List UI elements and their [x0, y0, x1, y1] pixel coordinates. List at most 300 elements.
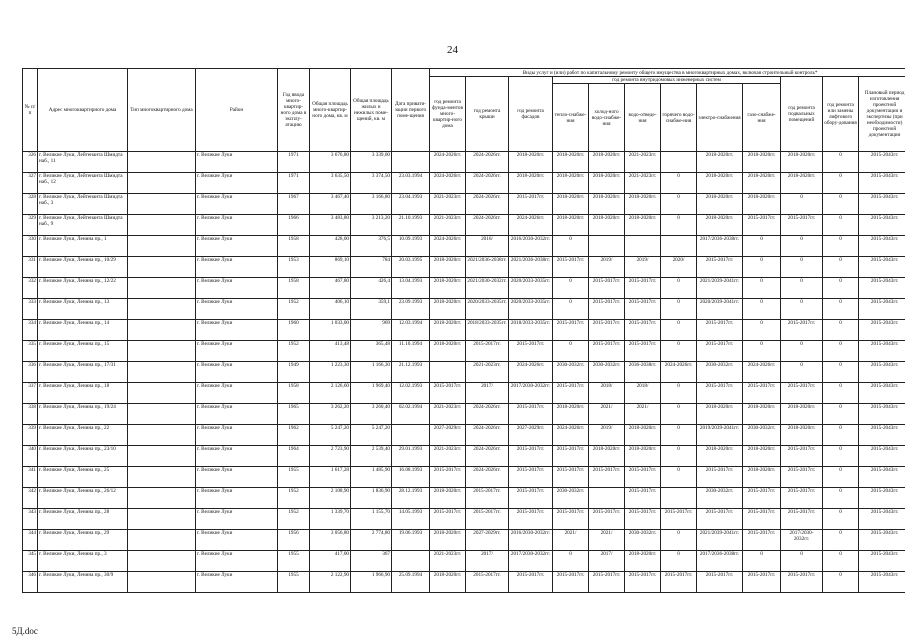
cell-plan: 2015-2043гг.: [859, 404, 905, 425]
cell-fund: 2015-2017гг.: [430, 509, 466, 530]
cell-heat: 2018-2020гг.: [553, 194, 589, 215]
table-row: [23, 173, 905, 194]
cell-gas: 0: [743, 278, 781, 299]
cell-facade: 2017/2030-2032гг.: [509, 551, 553, 572]
header-cold-water: холод-ного водо-снабже-ния: [589, 84, 625, 152]
header-lift: год ремонта или замены лифтового обору-дования: [823, 77, 859, 152]
cell-base: 0: [781, 341, 823, 362]
cell-living: 3 339,00: [351, 152, 392, 173]
cell-roof: 2024-2026гг.: [466, 215, 509, 236]
cell-type: [128, 362, 196, 383]
cell-gas: 0: [743, 257, 781, 278]
cell-priv: [392, 152, 430, 173]
cell-hot: 0: [661, 404, 697, 425]
cell-dist: г. Великие Луки: [196, 530, 278, 551]
cell-base: 2018-2020гг.: [781, 425, 823, 446]
cell-dist: г. Великие Луки: [196, 383, 278, 404]
cell-addr: г. Великие Луки, Ленина пр., 17/31: [38, 362, 128, 383]
cell-year: 1965: [278, 404, 310, 425]
cell-elec: 2015-2017гг.: [697, 383, 743, 404]
cell-lift: 0: [823, 572, 859, 593]
cell-plan: 2015-2043гг.: [859, 425, 905, 446]
table-row: [23, 257, 905, 278]
cell-gas: 2018-2020гг.: [743, 446, 781, 467]
cell-hot: 0: [661, 173, 697, 194]
cell-year: 1958: [278, 236, 310, 257]
cell-dist: г. Великие Луки: [196, 551, 278, 572]
table-row: [23, 551, 905, 572]
cell-heat: 2015-2017гг.: [553, 257, 589, 278]
table-row: [23, 320, 905, 341]
cell-plan: 2015-2043гг.: [859, 572, 905, 593]
cell-living: 2 539,40: [351, 446, 392, 467]
cell-addr: г. Великие Луки, Ленина пр., 28: [38, 509, 128, 530]
cell-plan: 2015-2043гг.: [859, 299, 905, 320]
cell-priv: 25.09.1994: [392, 572, 430, 593]
cell-n: 343: [23, 509, 38, 530]
cell-living: 1 166,30: [351, 362, 392, 383]
header-basement: год ремонта подвальных помещений: [781, 77, 823, 152]
cell-fund: 2018-2020гг.: [430, 299, 466, 320]
cell-elec: 2018-2020гг.: [697, 152, 743, 173]
cell-priv: [392, 425, 430, 446]
cell-cold: 2018-2020гг.: [589, 194, 625, 215]
cell-fund: 2018-2020гг.: [430, 530, 466, 551]
table-row: [23, 467, 905, 488]
cell-year: 1971: [278, 152, 310, 173]
table-row: [23, 194, 905, 215]
cell-heat: 2015-2017гг.: [553, 446, 589, 467]
cell-elec: 2017/2036-2038гг.: [697, 236, 743, 257]
cell-addr: г. Великие Луки, Ленина пр., 3: [38, 551, 128, 572]
cell-fund: 2018-2020гг.: [430, 320, 466, 341]
cell-sewer: 2018-2020гг.: [625, 425, 661, 446]
cell-living: 1 485,90: [351, 467, 392, 488]
cell-roof: 2024-2026гг.: [466, 404, 509, 425]
cell-cold: 2018-2020гг.: [589, 446, 625, 467]
cell-fund: 2024-2026гг.: [430, 152, 466, 173]
cell-year: 1955: [278, 467, 310, 488]
cell-gas: 2015-2017гг.: [743, 509, 781, 530]
cell-n: 344: [23, 530, 38, 551]
cell-sewer: 2018/: [625, 383, 661, 404]
cell-total: 5 247,20: [310, 425, 351, 446]
cell-cold: 2015-2017гг.: [589, 341, 625, 362]
cell-facade: 2021/2036-2038гг.: [509, 257, 553, 278]
cell-roof: 2021/2036-2038гг.: [466, 257, 509, 278]
capital-repair-table: [22, 68, 905, 593]
cell-total: 2 108,90: [310, 488, 351, 509]
cell-year: 1952: [278, 341, 310, 362]
cell-fund: 2024-2026гг.: [430, 236, 466, 257]
cell-facade: 2015-2017гг.: [509, 194, 553, 215]
cell-year: 1967: [278, 194, 310, 215]
cell-gas: 2018-2020гг.: [743, 404, 781, 425]
cell-roof: 2017/: [466, 383, 509, 404]
cell-n: 328: [23, 194, 38, 215]
cell-type: [128, 530, 196, 551]
cell-addr: г. Великие Луки, Ленина пр., 13: [38, 299, 128, 320]
table-row: [23, 404, 905, 425]
cell-base: 2015-2017гг.: [781, 446, 823, 467]
cell-cold: 2015-2017гг.: [589, 509, 625, 530]
cell-plan: 2015-2043гг.: [859, 446, 905, 467]
cell-year: 1952: [278, 509, 310, 530]
cell-hot: 0: [661, 467, 697, 488]
cell-living: 1 836,90: [351, 488, 392, 509]
cell-gas: 2015-2017гг.: [743, 572, 781, 593]
cell-total: 3 483,80: [310, 215, 351, 236]
cell-year: 1958: [278, 278, 310, 299]
cell-facade: 2017/2030-2032гг.: [509, 383, 553, 404]
cell-base: 0: [781, 299, 823, 320]
cell-facade: 2015-2017гг.: [509, 572, 553, 593]
cell-heat: 2015-2017гг.: [553, 509, 589, 530]
table-body: [23, 152, 905, 593]
cell-type: [128, 299, 196, 320]
cell-n: 336: [23, 362, 38, 383]
cell-plan: 2015-2043гг.: [859, 509, 905, 530]
cell-heat: 0: [553, 299, 589, 320]
cell-fund: [430, 362, 466, 383]
cell-gas: 2015-2017гг.: [743, 488, 781, 509]
cell-roof: 2024-2026гг.: [466, 425, 509, 446]
cell-dist: г. Великие Луки: [196, 488, 278, 509]
cell-year: 1952: [278, 488, 310, 509]
header-address: Адрес многоквартирного дома: [38, 69, 128, 152]
cell-plan: 2015-2043гг.: [859, 257, 905, 278]
cell-plan: 2015-2043гг.: [859, 488, 905, 509]
cell-total: 3 467,40: [310, 194, 351, 215]
cell-elec: 2015-2017гг.: [697, 257, 743, 278]
cell-year: 1966: [278, 215, 310, 236]
cell-facade: 2015-2017гг.: [509, 446, 553, 467]
cell-addr: г. Великие Луки, Ленина пр., 1: [38, 236, 128, 257]
cell-hot: 0: [661, 278, 697, 299]
header-district: Район: [196, 69, 278, 152]
cell-total: 406,10: [310, 299, 351, 320]
cell-gas: 2018-2020гг.: [743, 152, 781, 173]
cell-total: 417,00: [310, 551, 351, 572]
cell-total: 3 262,20: [310, 404, 351, 425]
cell-facade: 2020/2033-2035гг.: [509, 278, 553, 299]
cell-n: 342: [23, 488, 38, 509]
cell-n: 330: [23, 236, 38, 257]
cell-cold: 2015-2017гг.: [589, 320, 625, 341]
cell-lift: 0: [823, 404, 859, 425]
cell-cold: [589, 488, 625, 509]
cell-total: 3 635,50: [310, 173, 351, 194]
cell-gas: 2024-2026гг.: [743, 362, 781, 383]
cell-total: 2 723,90: [310, 446, 351, 467]
cell-dist: г. Великие Луки: [196, 236, 278, 257]
cell-fund: 2021-2023гг.: [430, 215, 466, 236]
cell-year: 1956: [278, 530, 310, 551]
cell-hot: [661, 488, 697, 509]
cell-living: 376,5: [351, 236, 392, 257]
cell-elec: 2021/2039-2041гг.: [697, 278, 743, 299]
cell-lift: 0: [823, 341, 859, 362]
cell-gas: 2015-2017гг.: [743, 383, 781, 404]
cell-type: [128, 257, 196, 278]
cell-dist: г. Великие Луки: [196, 404, 278, 425]
cell-facade: 2027-2029гг.: [509, 425, 553, 446]
cell-base: 2015-2017гг.: [781, 488, 823, 509]
cell-cold: 2019/: [589, 425, 625, 446]
cell-year: 1955: [278, 551, 310, 572]
cell-heat: 2018-2020гг.: [553, 215, 589, 236]
cell-year: 1971: [278, 173, 310, 194]
cell-dist: г. Великие Луки: [196, 320, 278, 341]
cell-cold: 2018-2020гг.: [589, 215, 625, 236]
cell-total: 869,10: [310, 257, 351, 278]
cell-dist: г. Великие Луки: [196, 572, 278, 593]
cell-priv: 23.04.1993: [392, 194, 430, 215]
cell-type: [128, 572, 196, 593]
cell-base: 2018-2020гг.: [781, 173, 823, 194]
cell-addr: г. Великие Луки, Ленина пр., 14: [38, 320, 128, 341]
cell-lift: 0: [823, 425, 859, 446]
cell-lift: 0: [823, 299, 859, 320]
cell-cold: 2030-2032гг.: [589, 362, 625, 383]
cell-roof: 2015-2017гг.: [466, 572, 509, 593]
cell-n: 335: [23, 341, 38, 362]
cell-priv: [392, 551, 430, 572]
cell-addr: г. Великие Луки, Ленина пр., 23/10: [38, 446, 128, 467]
cell-facade: 2015-2017гг.: [509, 509, 553, 530]
cell-total: 3 676,80: [310, 152, 351, 173]
cell-elec: 2019/2039-2041гг.: [697, 425, 743, 446]
cell-heat: 2030-2032гг.: [553, 488, 589, 509]
cell-cold: 2017/: [589, 551, 625, 572]
table-row: [23, 152, 905, 173]
cell-roof: 2021/2030-2032гг.: [466, 278, 509, 299]
cell-fund: 2015-2017гг.: [430, 383, 466, 404]
cell-sewer: 2021-2023гг.: [625, 152, 661, 173]
cell-lift: 0: [823, 551, 859, 572]
cell-hot: 2015-2017гг.: [661, 572, 697, 593]
cell-dist: г. Великие Луки: [196, 194, 278, 215]
cell-lift: 0: [823, 530, 859, 551]
cell-dist: г. Великие Луки: [196, 215, 278, 236]
cell-dist: г. Великие Луки: [196, 173, 278, 194]
cell-base: 2015-2017гг.: [781, 572, 823, 593]
cell-priv: 29.01.1993: [392, 446, 430, 467]
cell-type: [128, 509, 196, 530]
header-sewer: водо-отведе-ния: [625, 84, 661, 152]
cell-fund: 2018-2020гг.: [430, 572, 466, 593]
cell-roof: 2024-2026гг.: [466, 446, 509, 467]
cell-base: 2015-2017гг.: [781, 383, 823, 404]
cell-plan: 2015-2043гг.: [859, 194, 905, 215]
cell-plan: 2015-2043гг.: [859, 551, 905, 572]
cell-addr: г. Великие Луки, Ленина пр., 26/12: [38, 488, 128, 509]
cell-hot: 0: [661, 341, 697, 362]
header-type: Тип многоквартирного дома: [128, 69, 196, 152]
header-systems-group: год ремонта внутридомовых инженерных систем: [553, 77, 781, 84]
cell-facade: 2024-2026гг.: [509, 215, 553, 236]
cell-dist: г. Великие Луки: [196, 341, 278, 362]
header-privatization: Дата привати-зации первого поме-щения: [392, 69, 430, 152]
cell-sewer: 2018-2020гг.: [625, 215, 661, 236]
cell-plan: 2015-2043гг.: [859, 278, 905, 299]
cell-n: 337: [23, 383, 38, 404]
cell-n: 340: [23, 446, 38, 467]
cell-type: [128, 446, 196, 467]
cell-total: 413,48: [310, 341, 351, 362]
cell-year: 1962: [278, 425, 310, 446]
cell-sewer: 2018-2020гг.: [625, 551, 661, 572]
cell-roof: 2015-2017гг.: [466, 341, 509, 362]
header-year-built: Год ввода много-квартир-ного дома в эксплу-атацию: [278, 69, 310, 152]
cell-facade: 2018-2020гг.: [509, 152, 553, 173]
cell-addr: г. Великие Луки, Ленина пр., 10/29: [38, 257, 128, 278]
cell-facade: 2016/2030-2032гг.: [509, 530, 553, 551]
cell-fund: 2015-2017гг.: [430, 467, 466, 488]
cell-lift: 0: [823, 509, 859, 530]
cell-dist: г. Великие Луки: [196, 152, 278, 173]
cell-total: 1 223,30: [310, 362, 351, 383]
cell-priv: 21.12.1993: [392, 362, 430, 383]
table-row: [23, 509, 905, 530]
cell-lift: 0: [823, 362, 859, 383]
cell-sewer: 2015-2017гг.: [625, 341, 661, 362]
table-row: [23, 362, 905, 383]
cell-gas: 0: [743, 236, 781, 257]
cell-heat: 0: [553, 236, 589, 257]
cell-elec: 2018-2020гг.: [697, 173, 743, 194]
cell-year: 1949: [278, 362, 310, 383]
cell-lift: 0: [823, 194, 859, 215]
header-heat: тепло-снабже-ния: [553, 84, 589, 152]
cell-heat: 2015-2017гг.: [553, 467, 589, 488]
cell-cold: 2019/: [589, 257, 625, 278]
cell-priv: 19.06.1993: [392, 530, 430, 551]
cell-fund: 2024-2026гг.: [430, 173, 466, 194]
cell-roof: 2018/2033-2035гг.: [466, 320, 509, 341]
header-living-area: Общая площадь жилых и нежилых поме-щений, кв. м: [351, 69, 392, 152]
table-row: [23, 446, 905, 467]
cell-total: 467,80: [310, 278, 351, 299]
header-planned: Плановый период изготовления проектной документации и экспертизы (при необходимости) проектной документации: [859, 77, 905, 152]
cell-year: 1955: [278, 572, 310, 593]
cell-roof: 2024-2026гг.: [466, 194, 509, 215]
cell-sewer: 2015-2017гг.: [625, 467, 661, 488]
cell-fund: 2021-2023гг.: [430, 194, 466, 215]
cell-base: 0: [781, 236, 823, 257]
cell-addr: г. Великие Луки, Ленина пр., 30/9: [38, 572, 128, 593]
cell-roof: 2016/: [466, 236, 509, 257]
cell-type: [128, 551, 196, 572]
cell-sewer: 2021/: [625, 404, 661, 425]
cell-facade: 2020/2033-2035гг.: [509, 299, 553, 320]
cell-addr: г. Великие Луки, Ленина пр., 19/24: [38, 404, 128, 425]
cell-addr: г. Великие Луки, Ленина пр., 18: [38, 383, 128, 404]
header-total-area: Общая площадь много-квартир-ного дома, кв. м: [310, 69, 351, 152]
cell-base: 0: [781, 362, 823, 383]
header-electric: электро-снабжения: [697, 84, 743, 152]
cell-cold: 2021/: [589, 530, 625, 551]
cell-gas: 2018-2020гг.: [743, 194, 781, 215]
cell-base: 2018-2020гг.: [781, 152, 823, 173]
cell-elec: 2015-2017гг.: [697, 572, 743, 593]
cell-gas: 2015-2017гг.: [743, 530, 781, 551]
cell-living: 1 966,90: [351, 572, 392, 593]
cell-gas: 2030-2032гг.: [743, 425, 781, 446]
cell-gas: 2018-2020гг.: [743, 173, 781, 194]
table-row: [23, 236, 905, 257]
cell-priv: 14.05.1993: [392, 509, 430, 530]
cell-heat: 2015-2017гг.: [553, 383, 589, 404]
cell-total: 428,00: [310, 236, 351, 257]
cell-lift: 0: [823, 236, 859, 257]
cell-heat: 0: [553, 551, 589, 572]
cell-total: 1 033,00: [310, 320, 351, 341]
cell-base: 0: [781, 194, 823, 215]
table-row: [23, 383, 905, 404]
cell-sewer: 2015-2017гг.: [625, 572, 661, 593]
cell-addr: г. Великие Луки, Ленина пр., 15: [38, 341, 128, 362]
cell-lift: 0: [823, 257, 859, 278]
cell-living: 3 260,40: [351, 404, 392, 425]
cell-priv: 21.10.1993: [392, 215, 430, 236]
cell-n: 332: [23, 278, 38, 299]
cell-fund: 2018-2020гг.: [430, 341, 466, 362]
cell-facade: 2024-2026гг.: [509, 362, 553, 383]
cell-n: 331: [23, 257, 38, 278]
cell-fund: 2027-2029гг.: [430, 425, 466, 446]
cell-year: 1952: [278, 299, 310, 320]
cell-n: 339: [23, 425, 38, 446]
cell-gas: 0: [743, 551, 781, 572]
table-row: [23, 425, 905, 446]
cell-gas: 0: [743, 341, 781, 362]
cell-heat: 2018-2020гг.: [553, 173, 589, 194]
cell-lift: 0: [823, 467, 859, 488]
page-number: 24: [447, 44, 458, 56]
cell-heat: 2021/: [553, 530, 589, 551]
cell-sewer: 2018-2020гг.: [625, 194, 661, 215]
cell-type: [128, 383, 196, 404]
cell-lift: 0: [823, 488, 859, 509]
header-num: № п/п: [23, 69, 38, 152]
cell-type: [128, 278, 196, 299]
cell-roof: 2015-2017гг.: [466, 509, 509, 530]
cell-facade: 2015-2017гг.: [509, 404, 553, 425]
cell-roof: 2027-2029гг.: [466, 530, 509, 551]
cell-cold: [589, 236, 625, 257]
cell-cold: 2018/: [589, 383, 625, 404]
cell-total: 2 122,90: [310, 572, 351, 593]
cell-elec: 2018-2020гг.: [697, 194, 743, 215]
cell-living: 969: [351, 320, 392, 341]
cell-living: 365,48: [351, 341, 392, 362]
cell-lift: 0: [823, 446, 859, 467]
cell-sewer: 2019/: [625, 257, 661, 278]
cell-priv: 12.02.1993: [392, 383, 430, 404]
cell-plan: 2015-2043гг.: [859, 530, 905, 551]
cell-cold: 2015-2017гг.: [589, 299, 625, 320]
table-row: [23, 299, 905, 320]
cell-priv: 13.04.1993: [392, 278, 430, 299]
cell-roof: 2021-2023гг.: [466, 362, 509, 383]
cell-cold: 2018-2020гг.: [589, 152, 625, 173]
cell-hot: 2020/: [661, 257, 697, 278]
table-row: [23, 341, 905, 362]
header-gas: газо-снабже-ния: [743, 84, 781, 152]
cell-n: 329: [23, 215, 38, 236]
cell-addr: г. Великие Луки, Лейтенанта Шмидта наб., 11: [38, 152, 128, 173]
